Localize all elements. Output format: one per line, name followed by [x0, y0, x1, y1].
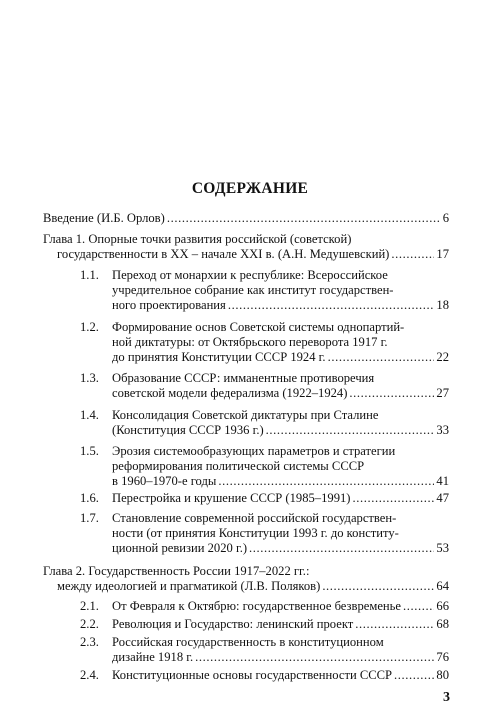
toc-entry-text: Революция и Государство: ленинский проект	[112, 617, 354, 631]
toc-entry-text: Введение (И.Б. Орлов)	[43, 211, 165, 225]
toc-entry-1-6[interactable]	[112, 491, 449, 506]
toc-entry-text: Конституционные основы государственности СССР	[112, 668, 393, 682]
leader-dots	[394, 668, 434, 683]
toc-entry-1-2[interactable]	[112, 350, 449, 365]
leader-dots	[349, 386, 434, 401]
toc-entry-text[interactable]: Становление современной российской государствен-	[112, 511, 397, 525]
toc-page-number: 47	[436, 491, 449, 505]
chapter-1-title[interactable]: Глава 1. Опорные точки развития российской (советской)	[43, 232, 352, 246]
leader-dots	[228, 298, 435, 313]
section-number: 2.4.	[80, 668, 99, 682]
toc-entry-text[interactable]: ной диктатуры: от Октябрьского переворота 1917 г.	[112, 335, 388, 349]
toc-entry-text: От Февраля к Октябрю: государственное безвременье	[112, 599, 401, 613]
section-number: 1.7.	[80, 511, 99, 525]
leader-dots	[249, 541, 434, 556]
leader-dots	[195, 650, 434, 665]
toc-page-number: 41	[436, 474, 449, 488]
leader-dots	[391, 247, 434, 262]
toc-entry-1-1[interactable]	[112, 298, 449, 313]
page-title: СОДЕРЖАНИЕ	[191, 180, 309, 197]
toc-entry-1-7[interactable]	[112, 541, 449, 556]
leader-dots	[328, 350, 435, 365]
toc-entry-text: дизайне 1918 г.	[112, 650, 194, 664]
toc-page-number: 33	[436, 423, 449, 437]
toc-page-number: 18	[436, 298, 449, 312]
leader-dots	[352, 491, 434, 506]
toc-entry-1-3[interactable]	[112, 386, 449, 401]
toc-page-number: 76	[436, 650, 449, 664]
toc-entry-text: советской модели федерализма (1922–1924)	[112, 386, 348, 400]
leader-dots	[266, 423, 435, 438]
toc-entry-text[interactable]: Формирование основ Советской системы однопартий-	[112, 320, 405, 334]
section-number: 1.6.	[80, 491, 99, 505]
toc-entry-text[interactable]: учредительное собрание как институт государствен-	[112, 283, 394, 297]
toc-page-number: 53	[436, 541, 449, 555]
toc-entry-2-3[interactable]	[112, 650, 449, 665]
toc-entry-2-2[interactable]	[112, 617, 449, 632]
toc-page-number: 6	[442, 211, 449, 225]
toc-entry-text: ционной ревизии 2020 г.)	[112, 541, 248, 555]
toc-entry-1-5[interactable]	[112, 474, 449, 489]
section-number: 2.3.	[80, 635, 99, 649]
page-number: 3	[443, 690, 450, 705]
toc-entry-text: между идеологией и прагматикой (Л.В. Поляков)	[57, 579, 321, 593]
toc-page-number: 22	[436, 350, 449, 364]
toc-entry-1-4[interactable]	[112, 423, 449, 438]
toc-entry-text[interactable]: Консолидация Советской диктатуры при Сталине	[112, 408, 379, 422]
toc-entry-2-1[interactable]	[112, 599, 449, 614]
toc-page-number: 27	[436, 386, 449, 400]
leader-dots	[403, 599, 434, 614]
toc-entry-chapter-1[interactable]	[57, 247, 449, 262]
toc-entry-intro[interactable]	[43, 211, 449, 226]
toc-entry-text[interactable]: ности (от принятия Конституции 1993 г. до конститу-	[112, 526, 399, 540]
toc-entry-text: (Конституция СССР 1936 г.)	[112, 423, 264, 437]
leader-dots	[355, 617, 434, 632]
toc-entry-text: ного проектирования	[112, 298, 226, 312]
toc-entry-text[interactable]: реформирования политической системы СССР	[112, 459, 365, 473]
leader-dots	[167, 211, 441, 226]
leader-dots	[322, 579, 434, 594]
toc-page-number: 64	[436, 579, 449, 593]
toc-entry-text: в 1960–1970-е годы	[112, 474, 217, 488]
toc-entry-text[interactable]: Эрозия системообразующих параметров и стратегии	[112, 444, 396, 458]
toc-entry-text: до принятия Конституции СССР 1924 г.	[112, 350, 326, 364]
section-number: 2.2.	[80, 617, 99, 631]
toc-entry-text: государственности в ХХ – начале XXI в. (А.Н. Медушевский)	[57, 247, 390, 261]
toc-entry-text[interactable]: Переход от монархии к республике: Всероссийское	[112, 268, 388, 282]
toc-entry-text[interactable]: Образование СССР: имманентные противоречия	[112, 371, 375, 385]
toc-page-number: 66	[436, 599, 449, 613]
toc-entry-2-4[interactable]	[112, 668, 449, 683]
toc-entry-text[interactable]: Российская государственность в конституционном	[112, 635, 384, 649]
section-number: 1.5.	[80, 444, 99, 458]
section-number: 1.4.	[80, 408, 99, 422]
section-number: 2.1.	[80, 599, 99, 613]
section-number: 1.1.	[80, 268, 99, 282]
toc-entry-chapter-2[interactable]	[57, 579, 449, 594]
section-number: 1.2.	[80, 320, 99, 334]
section-number: 1.3.	[80, 371, 99, 385]
toc-page-number: 80	[436, 668, 449, 682]
toc-page-number: 68	[436, 617, 449, 631]
toc-entry-text: Перестройка и крушение СССР (1985–1991)	[112, 491, 351, 505]
leader-dots	[218, 474, 434, 489]
chapter-2-title[interactable]: Глава 2. Государственность России 1917–2022 гг.:	[43, 564, 310, 578]
toc-page-number: 17	[436, 247, 449, 261]
